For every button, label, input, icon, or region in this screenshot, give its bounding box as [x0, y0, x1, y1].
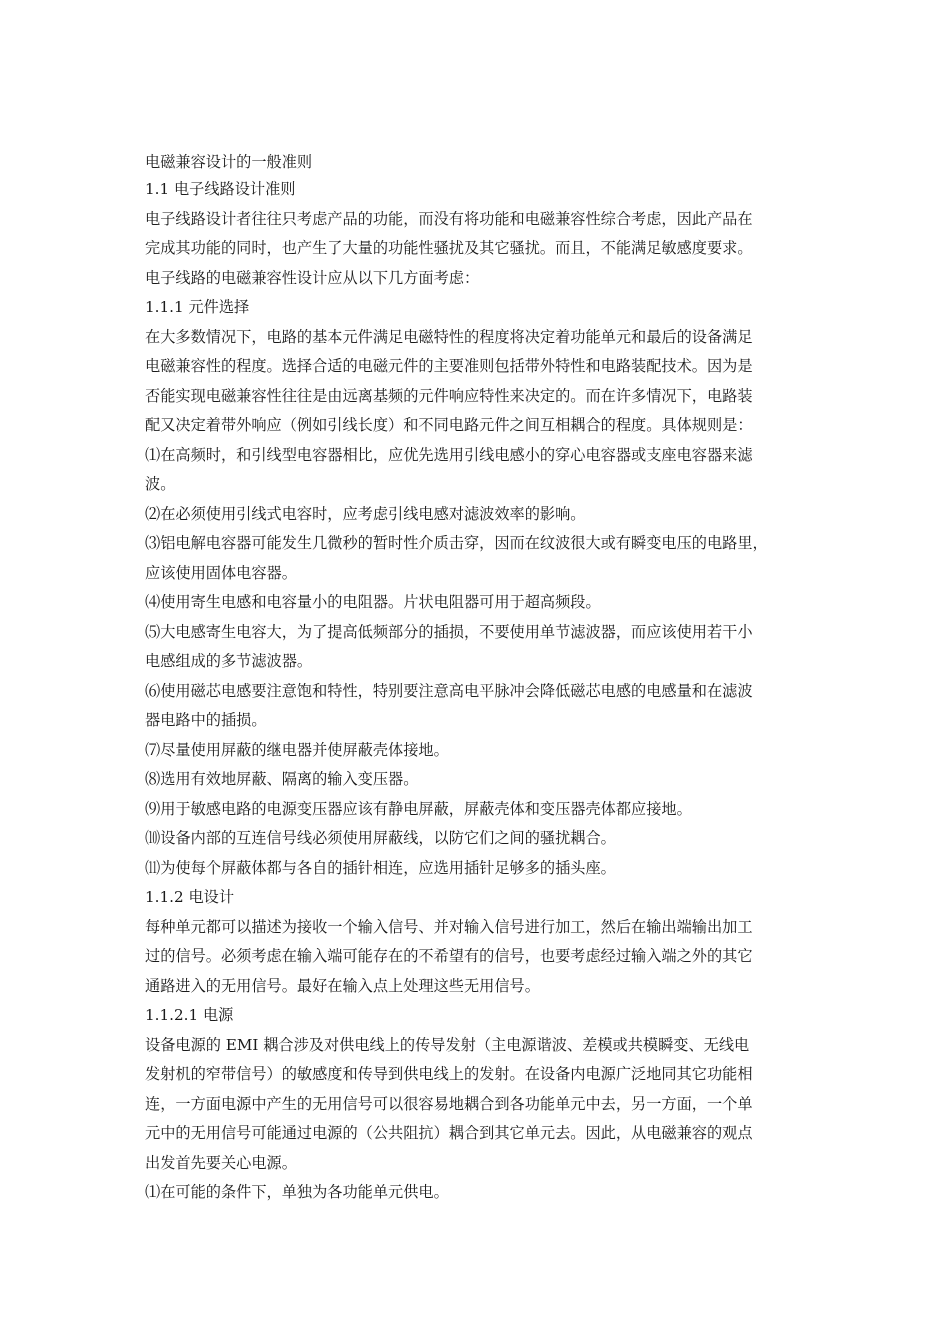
rule-item: ⑹使用磁芯电感要注意饱和特性，特别要注意高电平脉冲会降低磁芯电感的电感量和在滤波 — [145, 681, 753, 700]
paragraph-line: 通路进入的无用信号。最好在输入点上处理这些无用信号。 — [145, 976, 540, 995]
paragraph-line: 在大多数情况下，电路的基本元件满足电磁特性的程度将决定着功能单元和最后的设备满足 — [145, 327, 753, 346]
section-heading-1-1-2-1: 1.1.2.1 电源 — [145, 1006, 234, 1024]
rule-item: ⑴在高频时，和引线型电容器相比，应优先选用引线电感小的穿心电容器或支座电容器来滤 — [145, 445, 753, 464]
paragraph-line: 电子线路设计者往往只考虑产品的功能，而没有将功能和电磁兼容性综合考虑，因此产品在 — [145, 209, 753, 228]
rule-item: ⑼用于敏感电路的电源变压器应该有静电屏蔽，屏蔽壳体和变压器壳体都应接地。 — [145, 799, 692, 818]
rule-item: 器电路中的插损。 — [145, 711, 267, 729]
paragraph-line: 元中的无用信号可能通过电源的（公共阻抗）耦合到其它单元去。因此，从电磁兼容的观点 — [145, 1124, 753, 1142]
rule-item: ⑺尽量使用屏蔽的继电器并使屏蔽壳体接地。 — [145, 740, 449, 759]
rule-item: 应该使用固体电容器。 — [145, 563, 297, 582]
paragraph-line: 发射机的窄带信号）的敏感度和传导到供电线上的发射。在设备内电源广泛地同其它功能相 — [145, 1065, 753, 1083]
rule-item: ⑻选用有效地屏蔽、隔离的输入变压器。 — [145, 770, 419, 788]
rule-item: ⑸大电感寄生电容大，为了提高低频部分的插损，不要使用单节滤波器，而应该使用若干小 — [145, 622, 753, 641]
document-body — [145, 150, 815, 1208]
section-heading-1-1-2: 1.1.2 电设计 — [145, 888, 235, 906]
paragraph-line: 配又决定着带外响应（例如引线长度）和不同电路元件之间互相耦合的程度。具体规则是： — [145, 416, 753, 434]
rule-item: ⑽设备内部的互连信号线必须使用屏蔽线，以防它们之间的骚扰耦合。 — [145, 829, 616, 847]
rule-item: ⑶铝电解电容器可能发生几微秒的暂时性介质击穿，因而在纹波很大或有瞬变电压的电路里， — [145, 534, 768, 552]
paragraph-line: 电子线路的电磁兼容性设计应从以下几方面考虑： — [145, 268, 480, 287]
section-heading-1-1: 1.1 电子线路设计准则 — [145, 180, 296, 198]
paragraph-line: 出发首先要关心电源。 — [145, 1153, 297, 1172]
paragraph-line: 否能实现电磁兼容性往往是由远离基频的元件响应特性来决定的。而在许多情况下，电路装 — [145, 386, 753, 405]
rule-item: ⑴在可能的条件下，单独为各功能单元供电。 — [145, 1183, 449, 1201]
paragraph-line: 连，一方面电源中产生的无用信号可以很容易地耦合到各功能单元中去，另一方面，一个单 — [145, 1094, 753, 1113]
rule-item: ⑵在必须使用引线式电容时，应考虑引线电感对滤波效率的影响。 — [145, 504, 586, 523]
section-heading-1-1-1: 1.1.1 元件选择 — [145, 298, 250, 316]
rule-item: ⑾为使每个屏蔽体都与各自的插针相连，应选用插针足够多的插头座。 — [145, 858, 616, 877]
paragraph-line: 设备电源的 EMI 耦合涉及对供电线上的传导发射（主电源谐波、差模或共模瞬变、无线电 — [145, 1035, 750, 1054]
document-title: 电磁兼容设计的一般准则 — [145, 153, 313, 171]
paragraph-line: 过的信号。必须考虑在输入端可能存在的不希望有的信号，也要考虑经过输入端之外的其它 — [145, 947, 753, 965]
paragraph-line: 每种单元都可以描述为接收一个输入信号、并对输入信号进行加工，然后在输出端输出加工 — [145, 917, 753, 936]
rule-item: 电感组成的多节滤波器。 — [145, 652, 313, 670]
rule-item: 波。 — [145, 475, 176, 493]
rule-item: ⑷使用寄生电感和电容量小的电阻器。片状电阻器可用于超高频段。 — [145, 593, 601, 611]
paragraph-line: 电磁兼容性的程度。选择合适的电磁元件的主要准则包括带外特性和电路装配技术。因为是 — [145, 357, 753, 375]
paragraph-line: 完成其功能的同时，也产生了大量的功能性骚扰及其它骚扰。而且，不能满足敏感度要求。 — [145, 239, 753, 257]
